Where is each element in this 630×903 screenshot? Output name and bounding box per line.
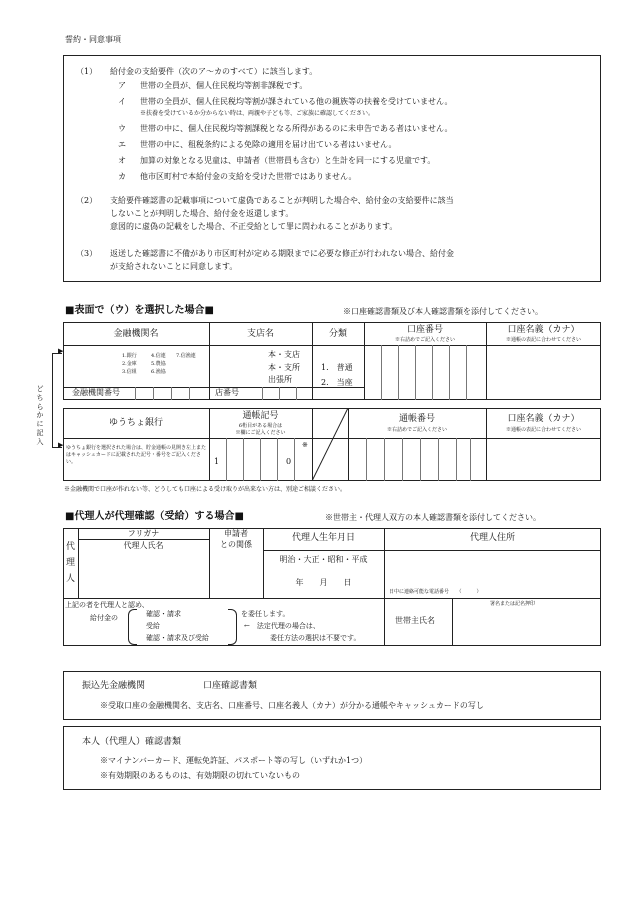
oath-item1-text: 給付金の支給要件（次のア～カのすべて）に該当します。 [110,67,318,76]
oath-sub-mark: オ [118,156,126,165]
sign-note: 署名または記名押印 [490,601,536,607]
oath-item2-line: 意図的に虚偽の記載をした場合、不正受給として罪に問われることがあります。 [110,222,398,231]
household-head-label: 世帯主氏名 [395,616,435,625]
account-doc-text: ※受取口座の金融機関名、支店名、口座番号、口座名義人（カナ）が分かる通帳やキャッシュカードの写し [100,701,484,710]
type-option[interactable]: 1. 普通 [321,363,353,372]
delegate-prefix: 給付金の [90,614,118,622]
yucho-bank-label: ゆうちょ銀行 [108,418,163,428]
right-brace [228,609,237,645]
header-bangou: 通帳番号 [398,414,435,424]
yucho-note: ゆうちょ銀行を選択された場合は、貯金通帳の見開き左上またはキャッシュカードに記載された記号・番号をご記入ください。 [66,445,207,465]
oath-sub-mark: エ [118,140,126,149]
section-heading: 誓約・同意事項 [65,35,121,44]
header-holder-sub: ※通帳の表記に合わせてください [505,337,581,343]
account-doc-title-a: 振込先金融機関 [82,681,146,691]
oath-item3-number: （3） [76,249,98,258]
header-holder: 口座名義（カナ） [507,325,580,335]
oath-sub-mark: カ [118,172,126,181]
header-holder: 口座名義（カナ） [507,414,580,424]
phone-label: 日中に連絡可能な電話番号 （ ） [389,589,482,595]
table-line [63,598,601,599]
relation-label: 申請者 [224,529,248,538]
agent-section-note: ※世帯主・代理人双方の本人確認書類を添付してください。 [325,513,541,522]
delegate-line: 上記の者を代理人と認め、 [65,601,149,609]
branch-option[interactable]: 本・支店 [268,350,300,359]
agent-birth-label: 代理人生年月日 [291,533,355,543]
inst-option[interactable]: 2.金庫 [122,361,137,367]
legal-note: ← 法定代理の場合は、 [244,622,320,630]
inst-option[interactable]: 5.農協 [151,361,166,367]
oath-sub-mark: ア [118,81,126,90]
oath-sub-text: 世帯の中に、個人住民税均等割課税となる所得があるのに未申告である者はいません。 [140,124,453,133]
header-holder-sub: ※通帳の表記に合わせてください [505,427,581,433]
kigou-mark: ※ [302,441,308,449]
oath-sub-text: 世帯の中に、租税条約による免除の適用を届け出ている者はいません。 [140,140,397,149]
delegate-option[interactable]: 確認・請求 [146,610,181,618]
furigana-label: フリガナ [127,529,160,538]
inst-option[interactable]: 3.信組 [122,369,137,375]
delegate-option[interactable]: 受給 [146,622,160,630]
id-doc-line: ※有効期限のあるものは、有効期限の切れていないもの [100,771,300,780]
account-doc-box [63,671,601,720]
oath-sub-text: 加算の対象となる児童は、申請者（世帯員も含む）と生計を同一にする児童です。 [140,156,436,165]
kigou-sub: 6桁目がある場合は [238,423,283,429]
left-brace [128,609,137,645]
delegate-suffix: を委任します。 [241,610,290,618]
oath-item2-line: 支給要件確認書の記載事項について虚偽であることが判明した場合や、給付金の支給要件に該当 [110,196,454,205]
branch-code-label: 店番号 [215,388,239,397]
oath-sub-text: 世帯の全員が、個人住民税均等割が課されている他の親族等の扶養を受けていません。 [140,97,453,106]
oath-item2-line: しないことが判明した場合、給付金を返還します。 [110,209,294,218]
diagonal-slash [312,408,348,481]
oath-item2-number: （2） [76,196,98,205]
agent-name-label: 代理人氏名 [123,541,164,550]
oath-sub-mark: イ [118,97,126,106]
branch-option[interactable]: 出張所 [268,375,292,384]
bracket-line [52,353,53,447]
oath-item3-line: 返送した確認書に不備があり市区町村が定める期限までに必要な修正が行われない場合、給付金 [110,249,454,258]
oath-item3-line: が支給されないことに同意します。 [110,262,238,271]
legal-note: 委任方法の選択は不要です。 [270,634,361,642]
header-type: 分類 [328,329,347,339]
arrow-icon: ▶ [58,441,64,449]
inst-option[interactable]: 1.銀行 [122,353,137,359]
kigou-last-digit: 0 [286,457,292,466]
inst-option[interactable]: 7.信漁連 [176,353,196,359]
header-account-sub: ※右詰めでご記入ください [394,337,455,343]
oath-sub-mark: ウ [118,124,126,133]
table-line [78,539,209,540]
agent-side-char: 代 [66,542,76,552]
branch-option[interactable]: 本・支所 [268,363,300,372]
id-doc-title: 本人（代理人）確認書類 [82,737,182,747]
bangou-sub: ※右詰めでご記入ください [386,427,447,433]
inst-option[interactable]: 4.信連 [151,353,166,359]
bank-footnote: ※金融機関で口座が作れない等、どうしても口座による受け取りが出来ない方は、別途ご相談ください。 [64,486,347,493]
agent-address-label: 代理人住所 [469,533,515,543]
bank-section-note: ※口座確認書類及び本人確認書類を添付してください。 [343,307,543,316]
inst-option[interactable]: 6.漁協 [151,369,166,375]
bank-section-title: ■表面で（ウ）を選択した場合■ [65,305,214,316]
oath-item1-number: （1） [76,67,98,76]
institution-code-label: 金融機関番号 [72,388,120,397]
header-account: 口座番号 [406,325,443,335]
agent-side-char: 理 [66,558,76,568]
header-kigou: 通帳記号 [242,411,279,421]
header-institution: 金融機関名 [113,329,159,339]
header-branch: 支店名 [246,329,274,339]
account-doc-title-b: 口座確認書類 [203,681,258,691]
arrow-icon: ▶ [58,347,64,355]
oath-sub-text: 世帯の全員が、個人住民税均等割非課税です。 [140,81,308,90]
oath-sub-note: ※扶養を受けているか分からない時は、両親や子ども等、ご家族に確認してください。 [140,110,375,117]
type-option[interactable]: 2. 当座 [321,378,353,387]
table-line [452,598,453,646]
delegate-option[interactable]: 確認・請求及び受給 [146,634,209,642]
either-side-label: どちらかに記入 [36,385,44,446]
relation-label: との関係 [220,540,252,549]
table-line [384,528,385,646]
table-line [63,345,601,346]
kigou-sub: ※欄にご記入ください [235,430,286,436]
agent-side-char: 人 [66,574,76,584]
agent-section-title: ■代理人が代理確認（受給）する場合■ [65,511,244,522]
kigou-first-digit: 1 [214,457,220,466]
id-doc-line: ※マイナンバーカード、運転免許証、パスポート等の写し（いずれか1つ） [100,756,368,765]
birth-ymd: 年 月 日 [295,578,352,587]
era-options[interactable]: 明治・大正・昭和・平成 [279,555,368,564]
table-line [263,550,601,551]
oath-sub-text: 他市区町村で本給付金の支給を受けた世帯ではありません。 [140,172,357,181]
